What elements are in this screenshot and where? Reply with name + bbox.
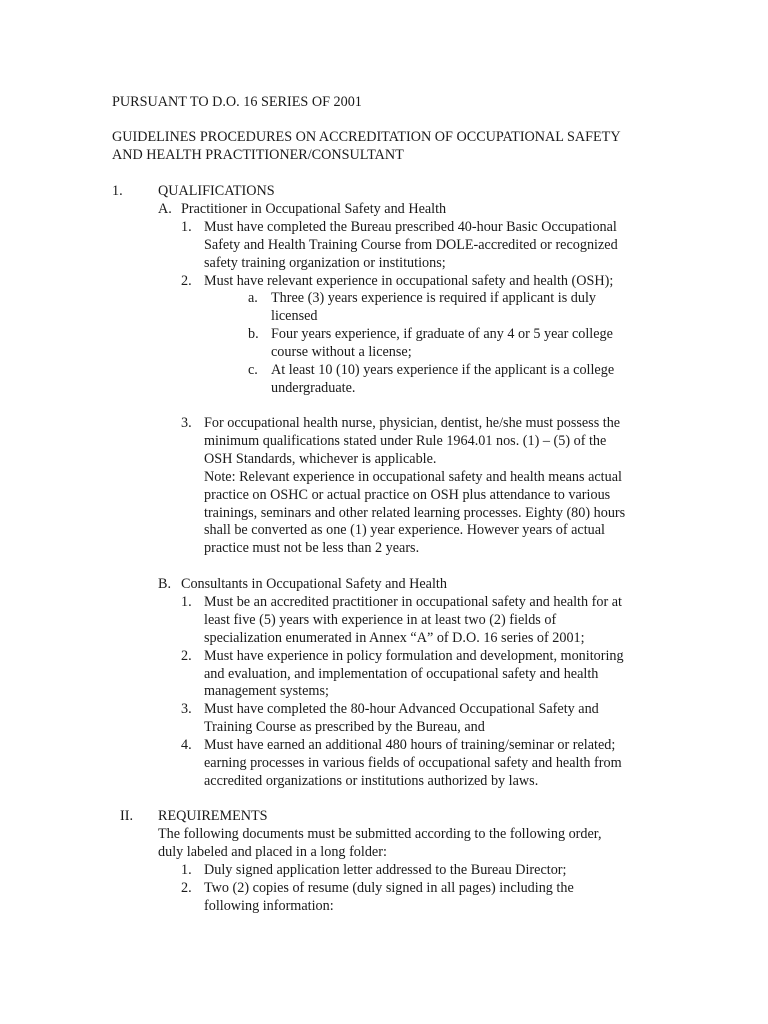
- item-text: management systems;: [204, 683, 329, 700]
- sub-item-text: At least 10 (10) years experience if the applicant is a college: [271, 362, 615, 379]
- sub-item-text: licensed: [271, 308, 318, 325]
- list-item: [0, 219, 768, 273]
- section-heading: QUALIFICATIONS: [158, 183, 275, 199]
- section-number: II.: [120, 808, 133, 824]
- sub-item-marker: a.: [248, 290, 258, 307]
- subsection-a-heading: [0, 201, 768, 219]
- item-number: 1.: [181, 218, 192, 235]
- item-text: Must have relevant experience in occupational safety and health (OSH);: [204, 272, 614, 289]
- item-text: least five (5) years with experience in at least two (2) fields of: [204, 611, 557, 628]
- item-number: 1.: [181, 861, 192, 878]
- item-text: Training Course as prescribed by the Bureau, and: [204, 719, 485, 736]
- item-text: OSH Standards, whichever is applicable.: [204, 450, 437, 467]
- list-item: [0, 880, 768, 916]
- item-number: 2.: [181, 272, 192, 289]
- section-requirements: [0, 808, 768, 915]
- intro-line: The following documents must be submitted according to the following order,: [158, 825, 602, 842]
- item-number: 2.: [181, 879, 192, 896]
- item-number: 1.: [181, 593, 192, 610]
- item-text: Duly signed application letter addressed to the Bureau Director;: [204, 861, 567, 878]
- list-item: [0, 594, 768, 648]
- item-text: For occupational health nurse, physician, dentist, he/she must possess the: [204, 415, 621, 431]
- section-qualifications: [0, 183, 768, 398]
- sub-item-marker: b.: [248, 326, 259, 343]
- list-item: [0, 648, 768, 702]
- sub-item-text: Four years experience, if graduate of any 4 or 5 year college: [271, 326, 613, 343]
- document-header: [0, 94, 768, 112]
- note-line: Note: Relevant experience in occupational safety and health means actual: [204, 468, 622, 485]
- item-text: safety training organization or institutions;: [204, 254, 446, 271]
- list-item: [0, 415, 768, 558]
- item-text: Must be an accredited practitioner in occupational safety and health for at: [204, 593, 622, 610]
- header-text: PURSUANT TO D.O. 16 SERIES OF 2001: [112, 94, 362, 110]
- section-heading: REQUIREMENTS: [158, 808, 268, 824]
- subsection-consultants: [0, 576, 768, 791]
- note-line: practice on OSHC or actual practice on OSH plus attendance to various: [204, 486, 611, 503]
- item-text: Must have completed the Bureau prescribed 40-hour Basic Occupational: [204, 218, 617, 235]
- item-text: and evaluation, and implementation of occupational safety and health: [204, 665, 599, 682]
- sub-item-text: Three (3) years experience is required if applicant is duly: [271, 290, 596, 307]
- item-text: specialization enumerated in Annex “A” of D.O. 16 series of 2001;: [204, 629, 585, 646]
- item-text: Safety and Health Training Course from DOLE-accredited or recognized: [204, 236, 618, 253]
- list-item: [0, 701, 768, 737]
- title-line: GUIDELINES PROCEDURES ON ACCREDITATION OF OCCUPATIONAL SAFETY: [112, 129, 621, 145]
- note-paragraph: [0, 469, 768, 559]
- sub-item-marker: c.: [248, 362, 258, 379]
- item-number: 3.: [181, 701, 192, 718]
- item-text: minimum qualifications stated under Rule 1964.01 nos. (1) – (5) of the: [204, 432, 607, 449]
- item-text: Must have earned an additional 480 hours of training/seminar or related;: [204, 737, 616, 754]
- document-title: [0, 129, 768, 165]
- subsection-title: Consultants in Occupational Safety and Health: [181, 576, 447, 592]
- subsection-marker: A.: [158, 200, 172, 217]
- item-text: accredited organizations or institutions authorized by laws.: [204, 772, 539, 789]
- item-number: 4.: [181, 737, 192, 754]
- note-line: practice must not be less than 2 years.: [204, 540, 420, 557]
- sub-item-text: course without a license;: [271, 344, 412, 361]
- item-text: Must have experience in policy formulation and development, monitoring: [204, 647, 624, 664]
- list-item: [0, 273, 768, 398]
- note-line: trainings, seminars and other related learning processes. Eighty (80) hours: [204, 504, 626, 521]
- list-item: [0, 737, 768, 791]
- item-number: 3.: [181, 415, 192, 431]
- sub-item-text: undergraduate.: [271, 379, 356, 396]
- item-text: earning processes in various fields of occupational safety and health from: [204, 755, 622, 772]
- item-text: following information:: [204, 897, 334, 914]
- title-line: AND HEALTH PRACTITIONER/CONSULTANT: [112, 146, 404, 163]
- item-number: 2.: [181, 647, 192, 664]
- intro-line: duly labeled and placed in a long folder:: [158, 843, 387, 860]
- section-number: 1.: [112, 183, 123, 199]
- list-item: [0, 862, 768, 880]
- item-text: Must have completed the 80-hour Advanced Occupational Safety and: [204, 701, 599, 718]
- item-text: Two (2) copies of resume (duly signed in all pages) including the: [204, 879, 574, 896]
- note-line: shall be converted as one (1) year experience. However years of actual: [204, 522, 605, 539]
- subsection-marker: B.: [158, 576, 172, 592]
- subsection-title: Practitioner in Occupational Safety and Health: [181, 200, 447, 217]
